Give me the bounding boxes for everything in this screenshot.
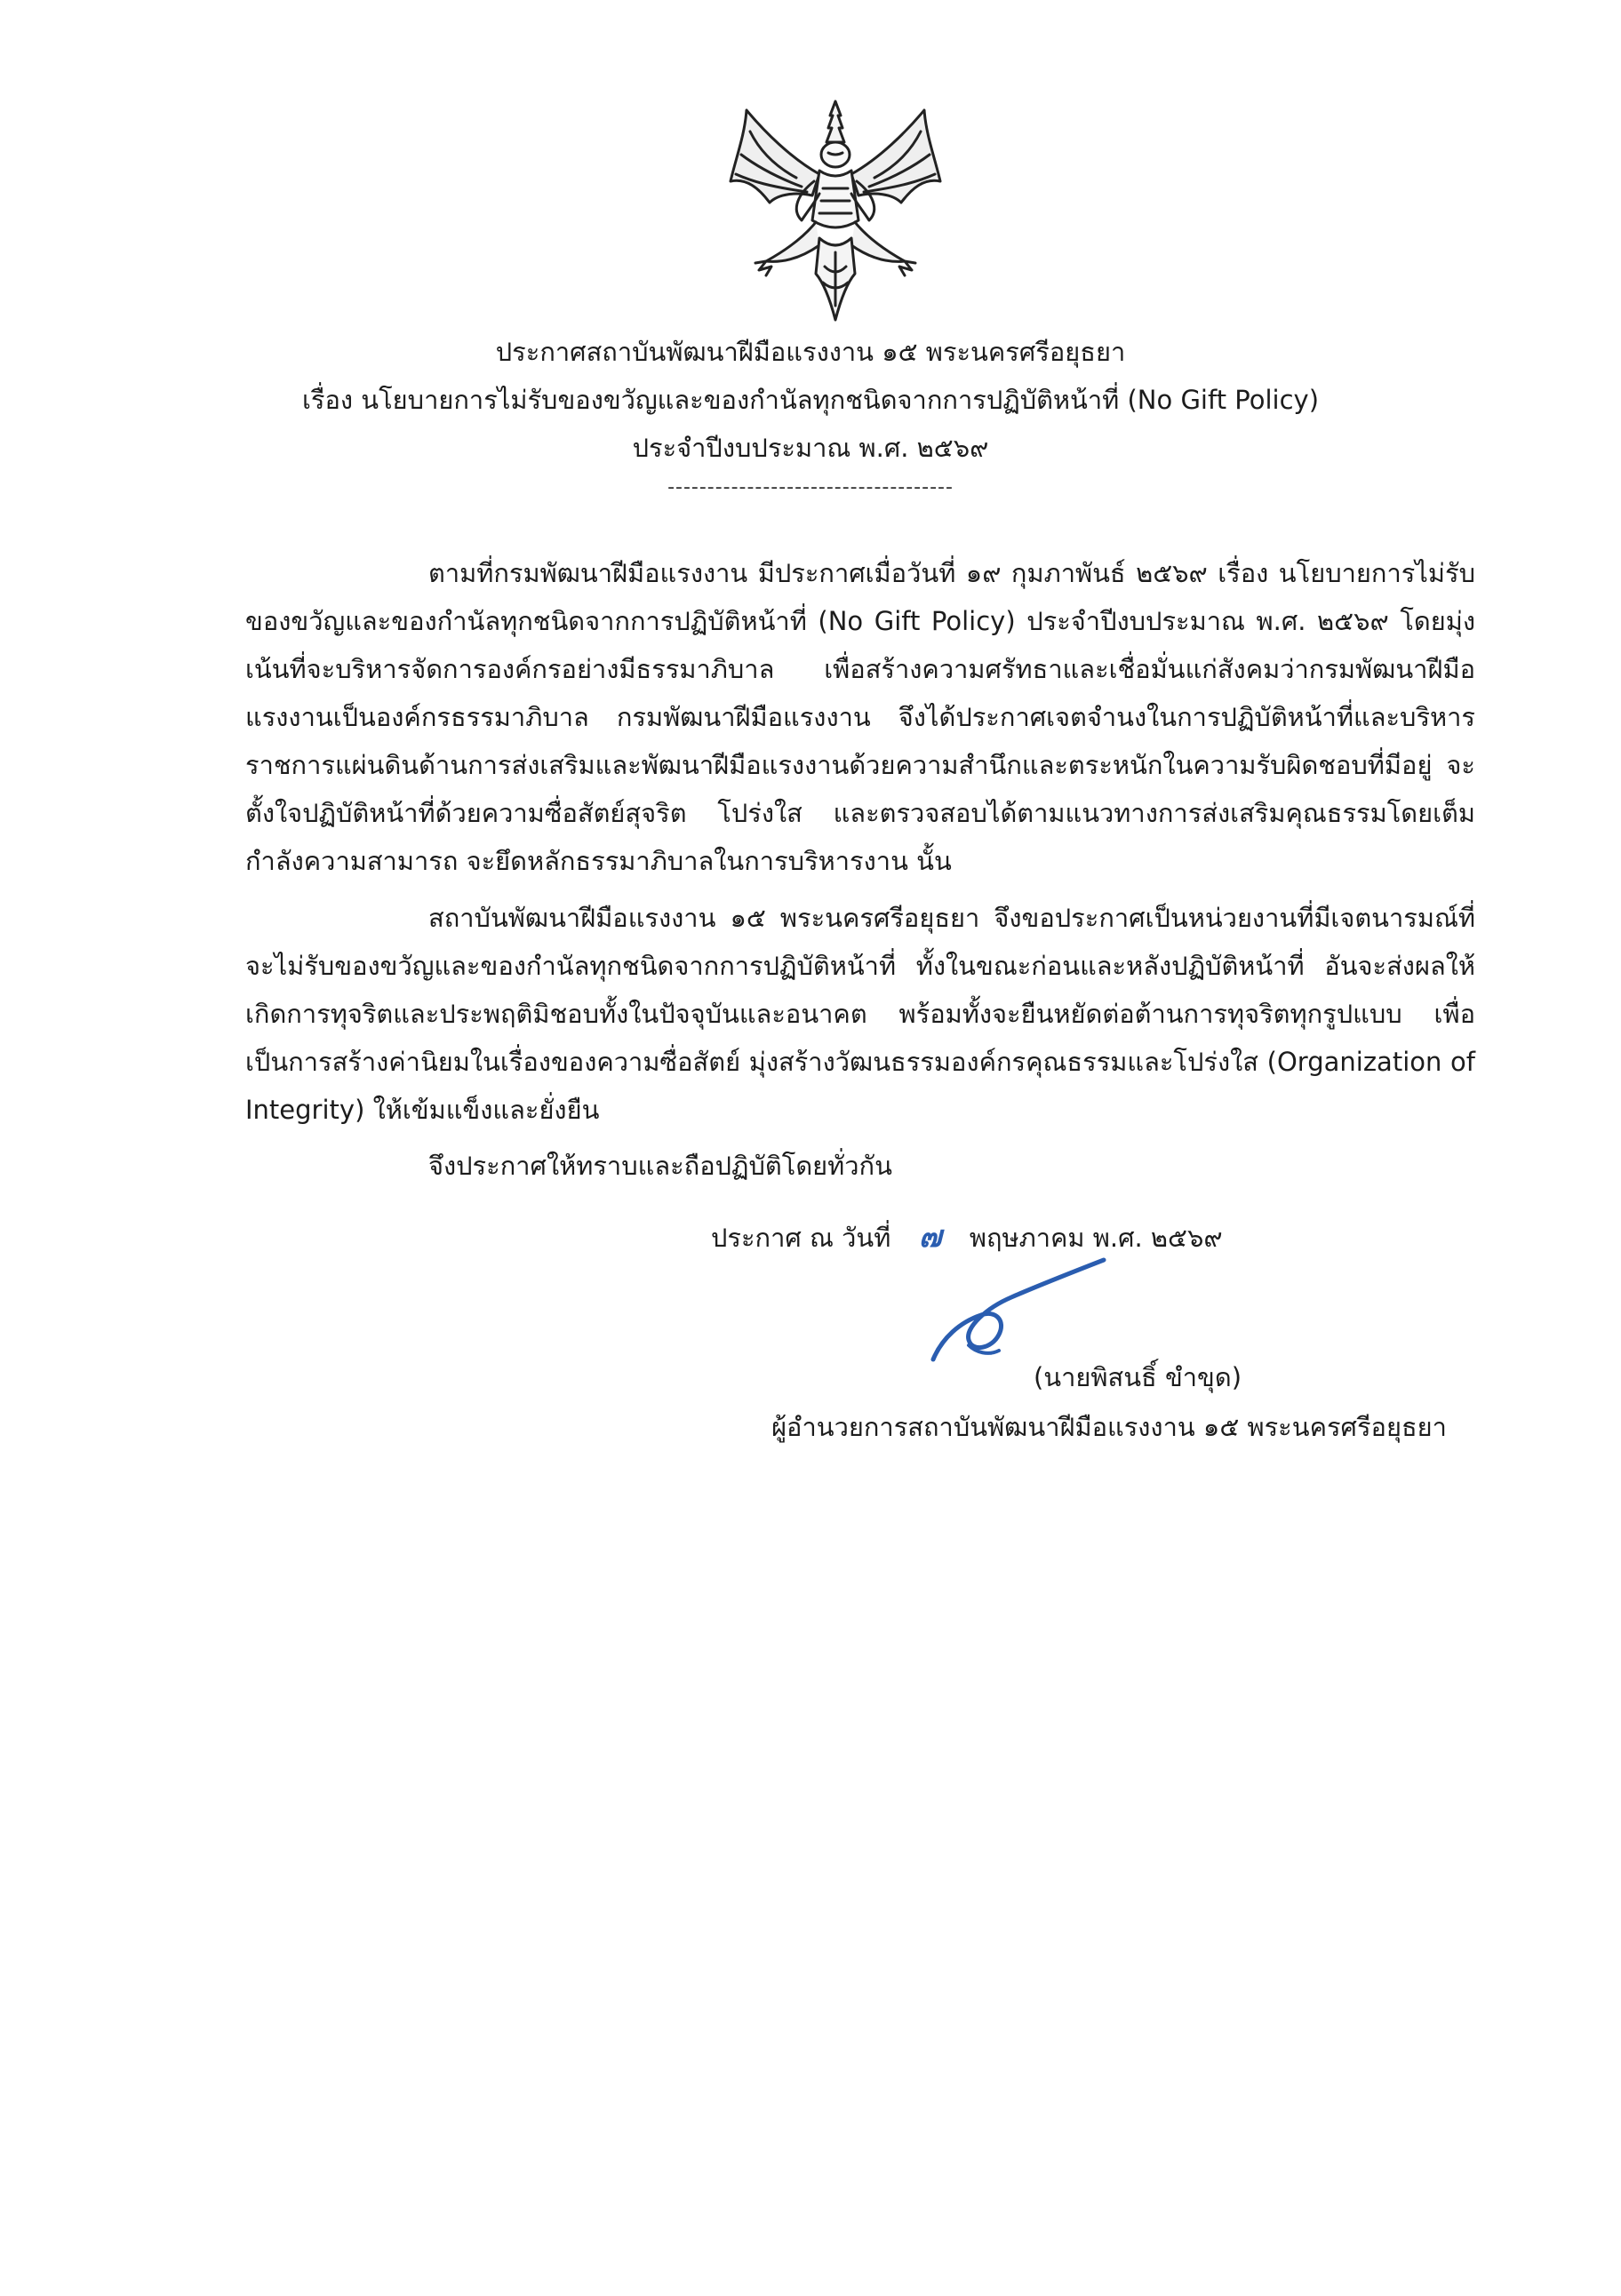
header-divider: ------------------------------------	[667, 476, 954, 498]
signatory-title: ผู้อำนวยการสถาบันพัฒนาฝีมือแรงงาน ๑๕ พระนครศรีอยุธยา	[771, 1412, 1447, 1442]
date-day-handwritten: ๗	[918, 1219, 942, 1255]
body-paragraph-2: สถาบันพัฒนาฝีมือแรงงาน ๑๕ พระนครศรีอยุธยา จึงขอประกาศเป็นหน่วยงานที่มีเจตนารมณ์ที่จะไม่รับของขวัญและของกำนัลทุกชนิดจากการปฏิบัติหน้าที่ ทั้งในขณะก่อนและหลังปฏิบัติหน้าที่ อันจะส่งผลให้เกิดการทุจริตและประพฤติมิชอบทั้งในปัจจุบันและอนาคต พร้อมทั้งจะยืนหยัดต่อต้านการทุจริตทุกรูปแบบ เพื่อเป็นการสร้างค่านิยมในเรื่องของความซื่อสัตย์ มุ่งสร้างวัฒนธรรมองค์กรคุณธรรมและโปร่งใส (Organization of Integrity) ให้เข้มแข็งและยั่งยืน	[245, 903, 1475, 1125]
announcement-title: ประกาศสถาบันพัฒนาฝีมือแรงงาน ๑๕ พระนครศรีอยุธยา	[495, 337, 1126, 367]
signatory-name: (นายพิสนธิ์ ขำขุด)	[1033, 1362, 1242, 1392]
date-prefix: ประกาศ ณ วันที่	[711, 1223, 891, 1253]
announcement-date	[711, 1217, 1223, 1257]
fiscal-year-line: ประจำปีงบประมาณ พ.ศ. ๒๕๖๙	[632, 433, 989, 463]
date-suffix: พฤษภาคม พ.ศ. ๒๕๖๙	[969, 1223, 1223, 1253]
closing-statement: จึงประกาศให้ทราบและถือปฏิบัติโดยทั่วกัน	[428, 1151, 892, 1181]
garuda-emblem-icon	[720, 96, 951, 329]
body-paragraph-1: ตามที่กรมพัฒนาฝีมือแรงงาน มีประกาศเมื่อวันที่ ๑๙ กุมภาพันธ์ ๒๕๖๙ เรื่อง นโยบายการไม่รับของขวัญและของกำนัลทุกชนิดจากการปฏิบัติหน้าที่ (No Gift Policy) ประจำปีงบประมาณ พ.ศ. ๒๕๖๙ โดยมุ่งเน้นที่จะบริหารจัดการองค์กรอย่างมีธรรมาภิบาล เพื่อสร้างความศรัทธาและเชื่อมั่นแก่สังคมว่ากรมพัฒนาฝีมือแรงงานเป็นองค์กรธรรมาภิบาล กรมพัฒนาฝีมือแรงงาน จึงได้ประกาศเจตจำนงในการปฏิบัติหน้าที่และบริหารราชการแผ่นดินด้านการส่งเสริมและพัฒนาฝีมือแรงงานด้วยความสำนึกและตระหนักในความรับผิดชอบที่มีอยู่ จะตั้งใจปฏิบัติหน้าที่ด้วยความซื่อสัตย์สุจริต โปร่งใส และตรวจสอบได้ตามแนวทางการส่งเสริมคุณธรรมโดยเต็มกำลังความสามารถ จะยึดหลักธรรมาภิบาลในการบริหารงาน นั้น	[245, 558, 1475, 876]
announcement-subject: เรื่อง นโยบายการไม่รับของขวัญและของกำนัลทุกชนิดจากการปฏิบัติหน้าที่ (No Gift Policy)	[301, 385, 1320, 415]
